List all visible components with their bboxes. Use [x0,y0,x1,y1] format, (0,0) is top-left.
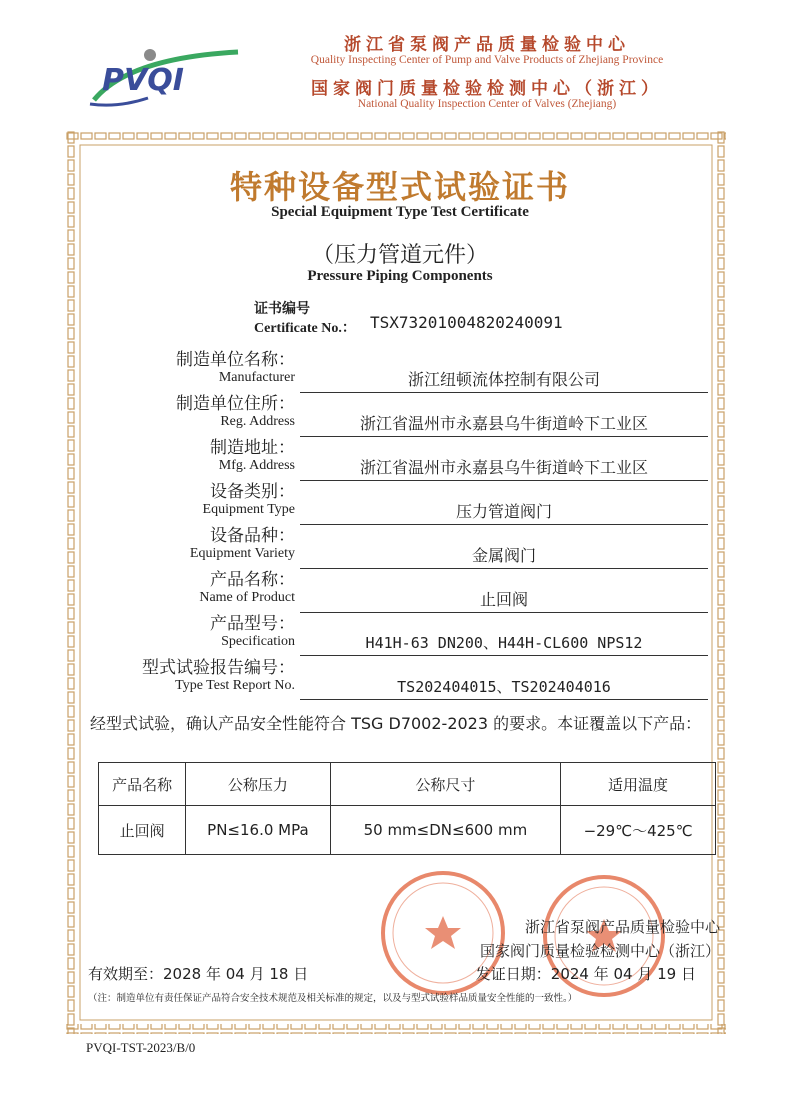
certificate-subtitle-cn: （压力管道元件） [311,243,488,268]
table-header-cell: 产品名称 [99,763,186,806]
certificate-title-cn: 特种设备型式试验证书 [229,168,570,206]
valid-until: 有效期至：2028 年 04 月 18 日 [88,965,309,983]
document-id: PVQI-TST-2023/B/0 [86,1040,196,1055]
equipment-type-value: 压力管道阀门 [300,499,708,525]
equipment-variety-label-cn: 设备品种： [210,526,295,546]
mfg-address-label-cn: 制造地址： [210,438,295,458]
specification-value: H41H-63 DN200、H44H-CL600 NPS12 [300,632,708,656]
issue-date: 发证日期：2024 年 04 月 19 日 [475,965,696,983]
pvqi-logo [88,38,248,110]
equipment-variety-value: 金属阀门 [300,543,708,569]
org2-cn: 国家阀门质量检验检测中心（浙江） [311,79,663,99]
footnote: （注：制造单位有责任保证产品符合安全技术规范及相关标准的规定，以及与型式试验样品质量安全性能的一致性。） [88,993,578,1004]
logo-dot-icon [144,49,156,61]
equipment-variety-label-en: Equipment Variety [189,546,295,561]
org1-en: Quality Inspecting Center of Pump and Valve Products of Zhejiang Province [310,54,664,66]
certificate-no-value: TSX73201004820240091 [370,313,563,332]
table-header-cell: 公称压力 [186,763,331,806]
report-no-label-en: Type Test Report No. [175,678,295,693]
manufacturer-value: 浙江纽顿流体控制有限公司 [300,367,708,393]
issuer-line1: 浙江省泵阀产品质量检验中心 [524,918,720,936]
table-row [99,806,716,855]
table-header-row [99,763,716,806]
certificate-subtitle-en: Pressure Piping Components [307,268,493,284]
product-name-value: 止回阀 [300,587,708,613]
manufacturer-label-cn: 制造单位名称： [176,350,295,370]
product-name-label-cn: 产品名称： [210,570,295,590]
reg-address-label-en: Reg. Address [220,414,295,429]
product-table [98,762,716,855]
reg-address-value: 浙江省温州市永嘉县乌牛街道岭下工业区 [300,411,708,437]
mfg-address-label-en: Mfg. Address [218,458,295,473]
table-cell: PN≤16.0 MPa [186,806,331,855]
equipment-type-label-en: Equipment Type [202,502,295,517]
org1-cn: 浙江省泵阀产品质量检验中心 [344,35,630,55]
certificate-no-label-cn: 证书编号 [254,301,310,317]
org2-en: National Quality Inspection Center of Valves (Zhejiang) [357,98,617,110]
mfg-address-value: 浙江省温州市永嘉县乌牛街道岭下工业区 [300,455,708,481]
report-no-label-cn: 型式试验报告编号： [142,658,295,678]
certificate-no-label-en: Certificate No.： [254,321,356,336]
certificate-title-en: Special Equipment Type Test Certificate [271,204,529,220]
issuer-line2: 国家阀门质量检验检测中心（浙江） [479,942,720,960]
specification-label-cn: 产品型号： [210,614,295,634]
manufacturer-label-en: Manufacturer [218,370,295,385]
table-cell: −29℃～425℃ [561,806,716,855]
equipment-type-label-cn: 设备类别： [210,482,295,502]
table-cell: 50 mm≤DN≤600 mm [330,806,560,855]
table-cell: 止回阀 [99,806,186,855]
report-no-value: TS202404015、TS202404016 [300,676,708,700]
product-name-label-en: Name of Product [199,590,295,605]
reg-address-label-cn: 制造单位住所： [176,394,295,414]
table-header-cell: 适用温度 [561,763,716,806]
specification-label-en: Specification [221,634,295,649]
logo-text: PVQI [102,63,184,98]
table-header-cell: 公称尺寸 [330,763,560,806]
coverage-statement: 经型式试验，确认产品安全性能符合 TSG D7002-2023 的要求。本证覆盖以下产品： [90,714,702,733]
